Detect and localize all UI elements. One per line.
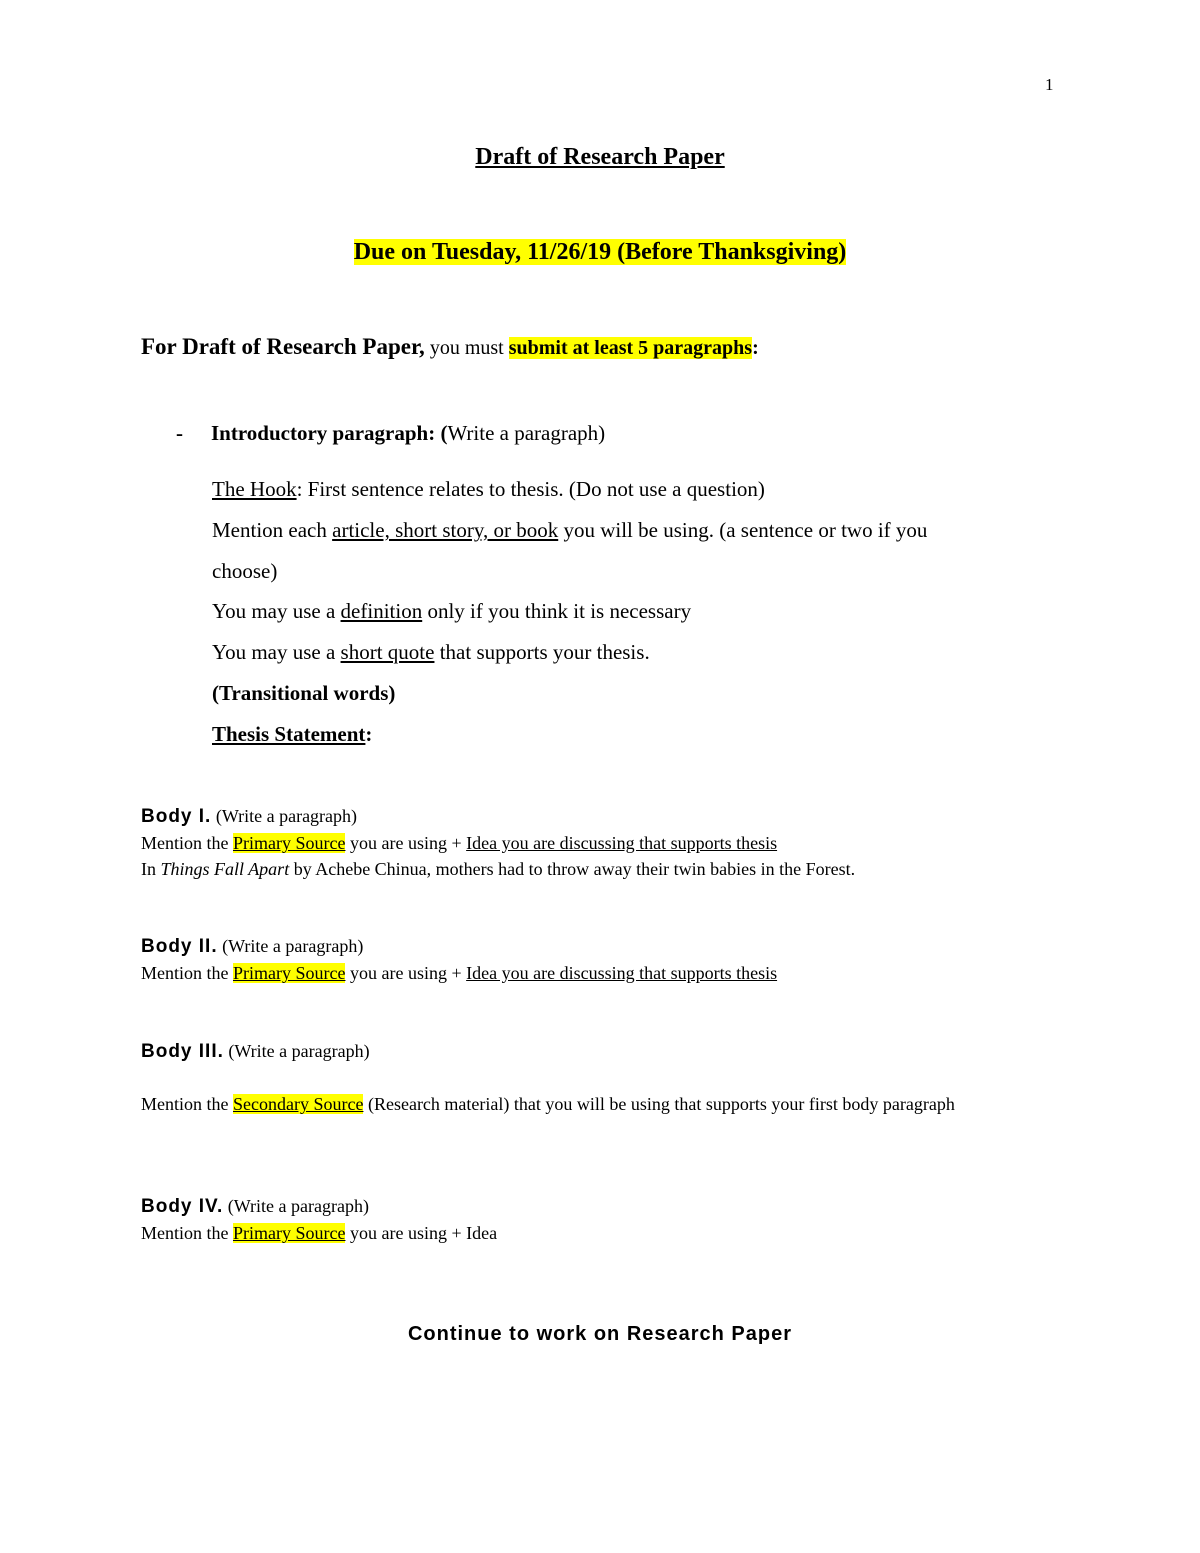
requirements-heading-lead: For Draft of Research Paper,	[141, 334, 425, 359]
document-title: Draft of Research Paper	[475, 144, 725, 170]
quote-suffix: that supports your thesis.	[434, 640, 650, 664]
intro-paragraph-label: Introductory paragraph: (	[211, 421, 448, 445]
thesis-statement-label: Thesis Statement	[212, 722, 366, 746]
transitional-words: (Transitional words)	[212, 681, 396, 705]
body-2-prefix: Mention the	[141, 963, 233, 983]
body-2-idea: Idea you are discussing that supports thesis	[466, 963, 778, 983]
hook-line	[212, 477, 765, 502]
requirements-highlight: submit at least 5 paragraphs	[508, 337, 753, 359]
due-date-line	[0, 239, 1200, 266]
definition-prefix: You may use a	[212, 599, 341, 623]
body-1-example-prefix: In	[141, 859, 161, 879]
page-number: 1	[1045, 75, 1054, 94]
body-1-label: Body I.	[141, 806, 212, 827]
body-1-idea: Idea you are discussing that supports thesis	[466, 833, 778, 853]
body-1-heading	[141, 806, 357, 828]
thesis-statement-line	[212, 722, 372, 747]
body-4-suffix: you are using + Idea	[345, 1223, 498, 1243]
body-2-mid: you are using +	[345, 963, 467, 983]
body-2-line-1	[141, 963, 777, 984]
requirements-heading-text: you must	[424, 337, 509, 359]
body-1-prefix: Mention the	[141, 833, 233, 853]
mention-continuation: choose)	[212, 559, 278, 583]
body-2-note: (Write a paragraph)	[217, 936, 364, 956]
mention-prefix: Mention each	[212, 518, 333, 542]
definition-line	[212, 599, 691, 624]
body-4-note: (Write a paragraph)	[223, 1196, 369, 1216]
definition-link: definition	[340, 599, 423, 623]
body-1-line-2	[141, 859, 855, 880]
body-1-example-text: by Achebe Chinua, mothers had to throw away their twin babies in the Forest.	[289, 859, 856, 879]
body-1-mid: you are using +	[345, 833, 467, 853]
quote-line	[212, 640, 650, 665]
requirements-heading	[141, 334, 759, 360]
body-1-source: Primary Source	[233, 833, 346, 853]
body-3-heading	[141, 1041, 370, 1063]
body-2-source: Primary Source	[233, 963, 346, 983]
mention-link: article, short story, or book	[332, 518, 559, 542]
thesis-statement-colon: :	[365, 722, 373, 746]
quote-link: short quote	[340, 640, 435, 664]
body-2-heading	[141, 936, 363, 958]
mention-suffix: you will be using. (a sentence or two if you	[558, 518, 928, 542]
body-3-note: (Write a paragraph)	[223, 1041, 370, 1061]
due-date-highlight: Due on Tuesday, 11/26/19 (Before Thanksgiving)	[353, 239, 847, 265]
intro-paragraph-heading	[211, 421, 605, 446]
definition-suffix: only if you think it is necessary	[422, 599, 692, 623]
body-3-prefix: Mention the	[141, 1094, 233, 1114]
body-3-label: Body III.	[141, 1041, 224, 1062]
body-1-book-title: Things Fall Apart	[160, 859, 290, 879]
body-3-text	[141, 1092, 1041, 1117]
body-4-label: Body IV.	[141, 1196, 224, 1217]
body-2-label: Body II.	[141, 936, 218, 957]
hook-label: The Hook	[212, 477, 297, 501]
body-4-line-1	[141, 1223, 497, 1244]
intro-paragraph-note: Write a paragraph)	[447, 421, 606, 445]
body-4-source: Primary Source	[233, 1223, 346, 1243]
body-1-note: (Write a paragraph)	[211, 806, 358, 826]
body-1-line-1	[141, 833, 777, 854]
hook-text: : First sentence relates to thesis. (Do not use a question)	[296, 477, 765, 501]
requirements-heading-colon: :	[752, 337, 759, 359]
closing-line: Continue to work on Research Paper	[407, 1323, 793, 1345]
body-4-heading	[141, 1196, 369, 1218]
mention-line	[212, 518, 927, 543]
quote-prefix: You may use a	[212, 640, 341, 664]
body-4-prefix: Mention the	[141, 1223, 233, 1243]
bullet-dash: -	[176, 421, 183, 445]
body-3-suffix: (Research material) that you will be using that supports your first body paragraph	[363, 1094, 955, 1114]
body-3-source: Secondary Source	[233, 1094, 364, 1114]
